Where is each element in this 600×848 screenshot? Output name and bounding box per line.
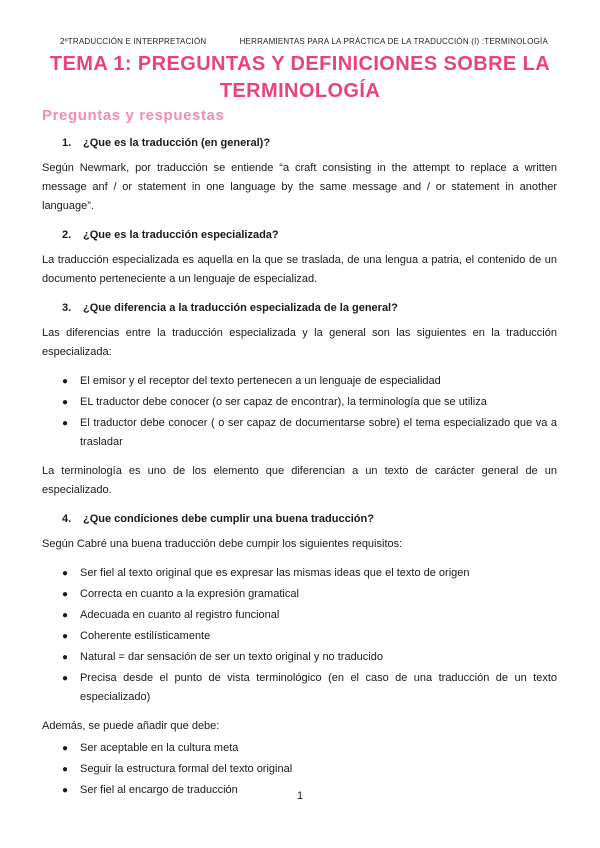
answer-3-intro: Las diferencias entre la traducción especializada y la general son las siguientes en la traducción especializada: [42, 327, 557, 358]
bullet-icon: ● [62, 673, 69, 684]
question-text: ¿Que es la traducción (en general)? [83, 137, 271, 149]
list-item: ● Correcta en cuanto a la expresión gramatical [42, 585, 557, 604]
list-item: ● Precisa desde el punto de vista terminológico (en el caso de una traducción de un texto especializado) [42, 669, 557, 707]
list-item: ● Seguir la estructura formal del texto original [42, 760, 557, 779]
bullet-icon: ● [62, 589, 69, 600]
page-title: TEMA 1: PREGUNTAS Y DEFINICIONES SOBRE LA TERMINOLOGÍA [49, 53, 551, 102]
bullet-list-4 [42, 564, 557, 707]
list-item: ● Coherente estilísticamente [42, 627, 557, 646]
answer-4-after: Además, se puede añadir que debe: [42, 720, 220, 732]
page-number: 1 [296, 790, 304, 802]
list-item: ● Ser aceptable en la cultura meta [42, 739, 557, 758]
question-4 [62, 510, 557, 529]
bullet-icon: ● [62, 785, 69, 796]
question-text: ¿Que es la traducción especializada? [83, 229, 279, 241]
bullet-icon: ● [62, 631, 69, 642]
question-number: 3. [62, 302, 72, 314]
question-1 [62, 134, 557, 153]
bullet-icon: ● [62, 610, 69, 621]
bullet-icon: ● [62, 764, 69, 775]
list-item: ● El traductor debe conocer ( o ser capaz de documentarse sobre) el tema especializado que va a trasladar [42, 414, 557, 452]
list-item: ● Adecuada en cuanto al registro funcional [42, 606, 557, 625]
header-course: 2ºTRADUCCIÓN E INTERPRETACIÓN [60, 37, 207, 46]
question-text: ¿Que condiciones debe cumplir una buena traducción? [83, 513, 374, 525]
list-item: ● Ser fiel al encargo de traducción [42, 781, 557, 800]
header-subject: HERRAMIENTAS PARA LA PRÁCTICA DE LA TRADUCCIÓN (I) :TERMINOLOGÍA [239, 37, 548, 46]
bullet-icon: ● [62, 568, 69, 579]
bullet-icon: ● [62, 397, 69, 408]
bullet-list-3 [42, 372, 557, 452]
answer-4-intro: Según Cabré una buena traducción debe cumpir los siguientes requisitos: [42, 538, 403, 550]
list-item: ● Ser fiel al texto original que es expresar las mismas ideas que el texto de origen [42, 564, 557, 583]
question-text: ¿Que diferencia a la traducción especializada de la general? [83, 302, 398, 314]
document-body [42, 134, 557, 810]
question-number: 1. [62, 137, 72, 149]
bullet-icon: ● [62, 418, 69, 429]
bullet-icon: ● [62, 743, 69, 754]
question-2 [62, 226, 557, 245]
question-3 [62, 299, 557, 318]
answer-1: Según Newmark, por traducción se entiende “a craft consisting in the attempt to replace a written message anf / or statement in one language by the same message and / or statement in another language”. [42, 162, 557, 212]
section-subtitle: Preguntas y respuestas [42, 107, 225, 124]
answer-2: La traducción especializada es aquella en la que se traslada, de una lengua a patria, el contenido de un documento perteneciente a un lenguaje de especializad. [42, 254, 557, 285]
bullet-icon: ● [62, 652, 69, 663]
list-item: ● El emisor y el receptor del texto pertenecen a un lenguaje de especialidad [42, 372, 557, 391]
answer-3-after: La terminología es uno de los elemento que diferencian a un texto de carácter general de un especializado. [42, 465, 557, 496]
bullet-icon: ● [62, 376, 69, 387]
list-item: ● EL traductor debe conocer (o ser capaz de encontrar), la terminología que se utiliza [42, 393, 557, 412]
list-item: ● Natural = dar sensación de ser un texto original y no traducido [42, 648, 557, 667]
question-number: 4. [62, 513, 72, 525]
question-number: 2. [62, 229, 72, 241]
